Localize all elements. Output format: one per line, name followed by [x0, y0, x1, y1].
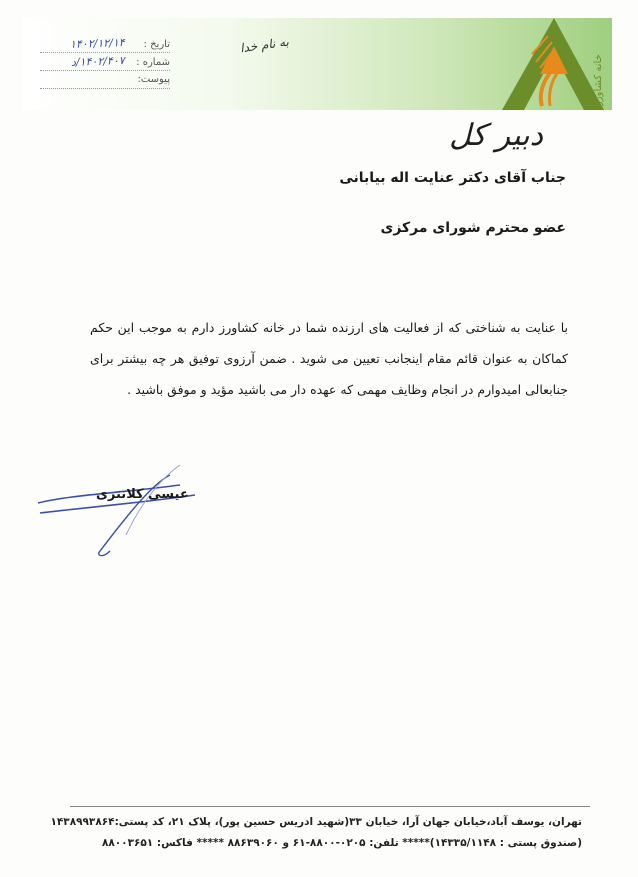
recipient-role: عضو محترم شورای مرکزی	[380, 220, 566, 236]
signature-scribble	[30, 455, 220, 565]
footer-address: تهران، یوسف آباد،خیابان جهان آرا، خیابان ۳۳(شهید ادریس حسین پور)، پلاک ۲۱، کد پستی:۱۴۳۸۹۹۳۸۶۴	[50, 816, 582, 828]
meta-date-value: ۱۴۰۲/۱۲/۱۴	[69, 36, 126, 51]
logo-caption: خانه کشاورز	[593, 54, 604, 106]
meta-attachment-row	[40, 72, 170, 89]
letter-body: با عنایت به شناختی که از فعالیت های ارزنده شما در خانه کشاورز دارم به موجب این حکم کماکان به عنوان قائم مقام اینجانب تعیین می شوید . ضمن آرزوی توفیق هر چه بیشتر برای جنابعالی امیدوارم در انجام وظایف مهمی که عهده دار می باشید مؤید و موفق باشید .	[90, 320, 568, 397]
meta-date-label: تاریخ :	[143, 39, 170, 50]
meta-date-row	[40, 36, 170, 53]
meta-number-value: ۱۴۰۲/۴۰۷/د	[70, 54, 126, 69]
bismillah-handwritten: به نام خدا	[239, 34, 290, 56]
department-title: دبیر کل	[449, 118, 543, 153]
meta-number-label: شماره :	[136, 57, 170, 68]
meta-number-row	[40, 54, 170, 71]
meta-attachment-label: پیوست:	[137, 74, 170, 85]
footer-divider	[70, 806, 590, 807]
recipient-name: جناب آقای دکتر عنایت اله بیابانی	[339, 170, 566, 186]
letter-meta	[40, 36, 170, 90]
footer-contact: (صندوق پستی : ۱۴۳۳۵/۱۱۴۸)***** تلفن: ۰۲۰۵-۸۸۰۰-۶۱ و ۸۸۶۳۹۰۶۰ ***** فاکس: ۸۸۰۰۳۶۵۱	[101, 837, 582, 849]
signer-name: عیسی کلانتری	[96, 487, 189, 502]
letter-footer	[22, 812, 582, 854]
